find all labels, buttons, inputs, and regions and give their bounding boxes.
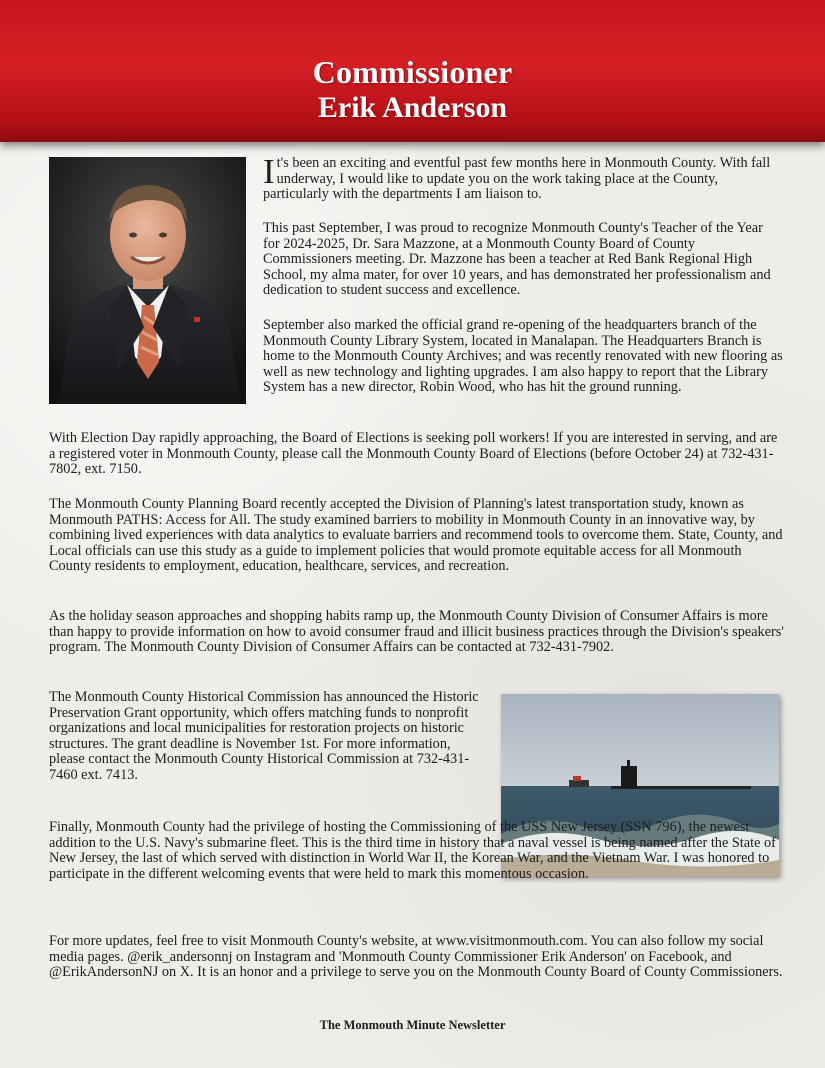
intro-text: t's been an exciting and eventful past few months here in Monmouth County. With fall underway, I would like to update you on the work taking place at the County, particularly with the departments I am liaison to. (263, 155, 771, 203)
newsletter-footer: The Monmouth Minute Newsletter (319, 1018, 506, 1032)
article-paragraph-consumer-affairs: As the holiday season approaches and shopping habits ramp up, the Monmouth County Division of Consumer Affairs is more than happy to provide information on how to avoid consumer fraud and illicit business practices through the Division's speakers' program. The Monmouth County Division of Consumer Affairs can be contacted at 732-431-7902. (49, 608, 784, 656)
article-paragraph-intro (263, 152, 783, 203)
commissioner-portrait-photo (49, 157, 246, 404)
page-title: Commissioner (312, 54, 513, 90)
article-paragraph-teacher-of-year: This past September, I was proud to recognize Monmouth County's Teacher of the Year for 2024-2025, Dr. Sara Mazzone, at a Monmouth County Board of County Commissioners meeting. Dr. Mazzone has been a teacher at Red Bank Regional High School, my alma mater, for over 10 years, and has demonstrated her professionalism and dedication to student success and excellence. (263, 220, 771, 299)
article-paragraph-historical-commission: The Monmouth County Historical Commission has announced the Historic Preservation Grant opportunity, which offers matching funds to nonprofit organizations and local municipalities for restoration projects on historic structures. The grant deadline is November 1st. For more information, please contact the Monmouth County Historical Commission at 732-431-7460 ext. 7413. (49, 689, 479, 783)
portrait-illustration (49, 157, 246, 404)
article-paragraph-social-media: For more updates, feel free to visit Monmouth County's website, at www.visitmonmouth.com. You can also follow my social media pages. @erik_andersonnj on Instagram and 'Monmouth County Commissioner Erik Anderson' on Facebook, and @ErikAndersonNJ on X. It is an honor and a privilege to serve you on the Monmouth County Board of County Commissioners. (49, 933, 783, 981)
drop-cap: I (263, 152, 275, 191)
article-paragraph-uss-new-jersey: Finally, Monmouth County had the privilege of hosting the Commissioning of the USS New Jersey (SSN 796), the newest addition to the U.S. Navy's submarine fleet. This is the third time in history that a naval vessel is being named after the State of New Jersey, the last of which served with distinction in World War II, the Korean War, and the Vietnam War. I was honored to participate in the different welcoming events that were held to mark this momentous occasion. (49, 819, 776, 882)
header-banner (0, 0, 825, 142)
page-subtitle: Erik Anderson (317, 91, 508, 124)
article-paragraph-planning: The Monmouth County Planning Board recently accepted the Division of Planning's latest transportation study, known as Monmouth PATHS: Access for All. The study examined barriers to mobility in Monmouth County in an innovative way, by combining lived experiences with data analytics to evaluate barriers and recommend tools to overcome them. State, County, and Local officials can use this study as a guide to implement policies that would promote equitable access for all Monmouth County residents to employment, education, healthcare, services, and recreation. (49, 496, 783, 575)
article-paragraph-library: September also marked the official grand re-opening of the headquarters branch of the Monmouth County Library System, located in Manalapan. The Headquarters Branch is home to the Monmouth County Archives; and was recently renovated with new flooring as well as new technology and lighting upgrades. I am also happy to report that the Library System has a new director, Robin Wood, who has hit the ground running. (263, 317, 783, 396)
article-paragraph-elections: With Election Day rapidly approaching, the Board of Elections is seeking poll workers! If you are interested in serving, and are a registered voter in Monmouth County, please call the Monmouth County Board of Elections (before October 24) at 732-431-7802, ext. 7150. (49, 430, 778, 478)
